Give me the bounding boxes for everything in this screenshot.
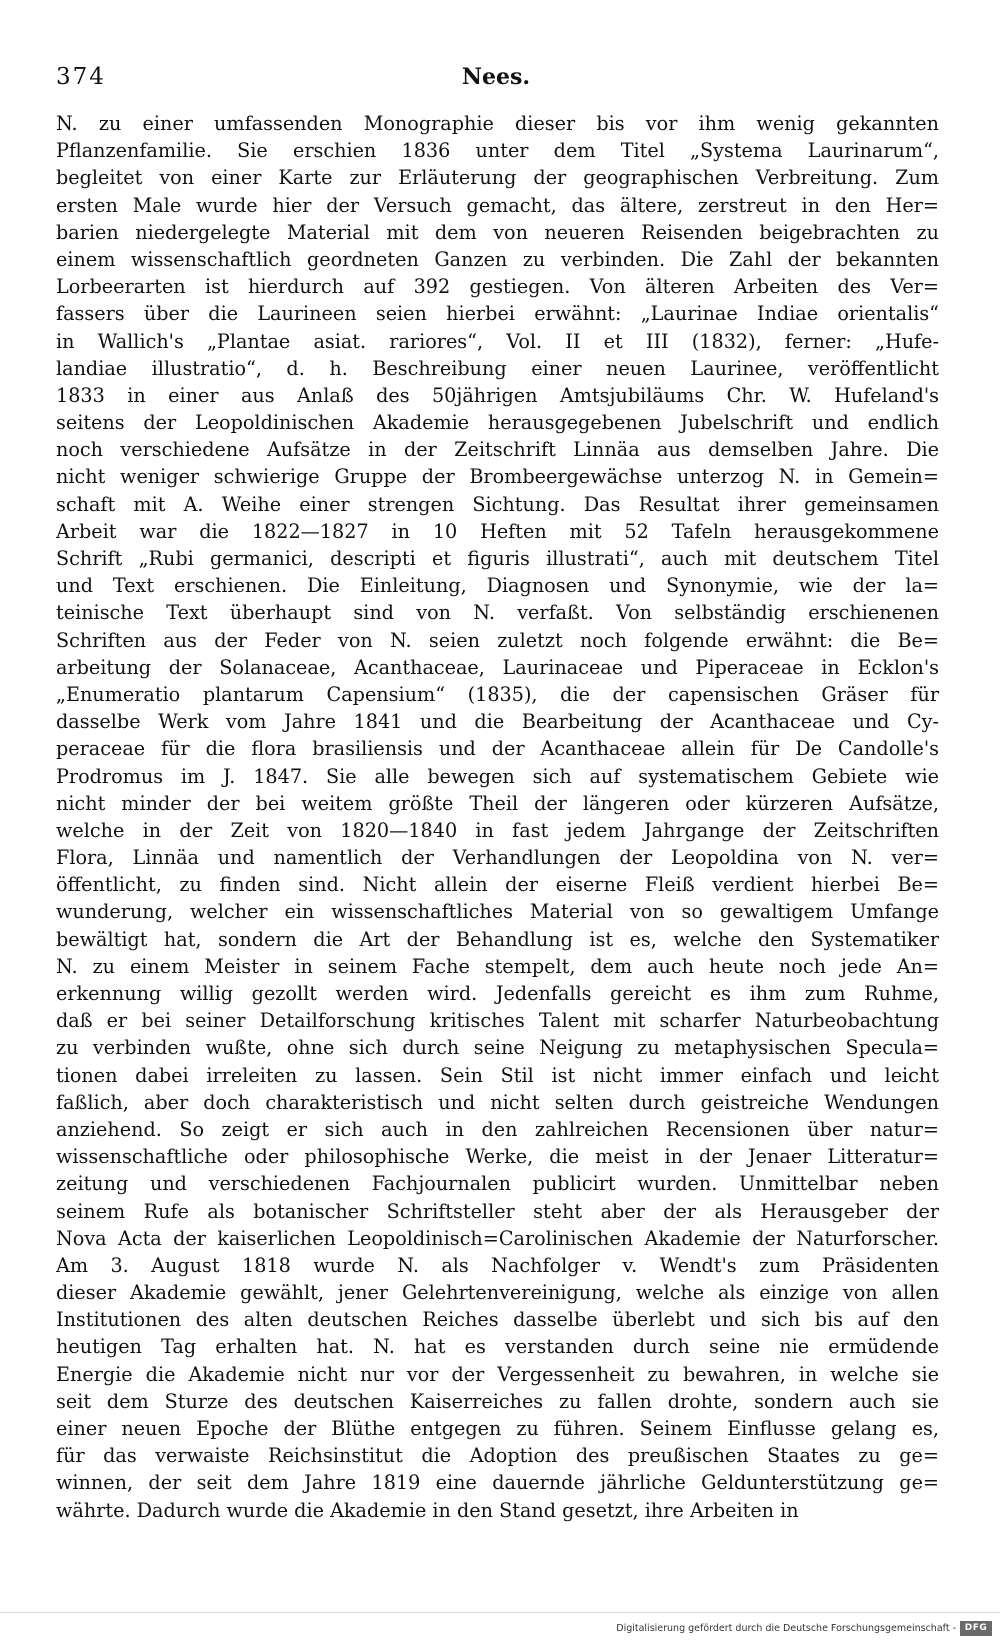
text-line: fassers über die Laurineen seien hierbei erwähnt: „Laurinae Indiae orientalis“ [56,302,939,326]
text-line: schaft mit A. Weihe einer strengen Sichtung. Das Resultat ihrer gemeinsamen [56,492,939,516]
text-line: Lorbeerarten ist hierdurch auf 392 gestiegen. Von älteren Arbeiten des Ver= [56,275,939,299]
page-number: 374 [56,64,106,90]
text-line: „Enumeratio plantarum Capensium“ (1835), die der capensischen Gräser für [56,682,939,706]
text-line: nicht minder der bei weitem größte Theil der längeren oder kürzeren Aufsätze, [56,791,939,815]
text-line: erkennung willig gezollt werden wird. Jedenfalls gereicht es ihm zum Ruhme, [56,982,939,1005]
text-line: Pflanzenfamilie. Sie erschien 1836 unter dem Titel „Systema Laurinarum“, [56,139,939,163]
text-line: Schrift „Rubi germanici, descripti et figuris illustrati“, auch mit deutschem Titel [56,547,939,570]
text-line: wissenschaftliche oder philosophische Werke, die meist in der Jenaer Litteratur= [56,1145,939,1169]
text-line: dasselbe Werk vom Jahre 1841 und die Bearbeitung der Acanthaceae und Cy- [56,710,939,734]
text-line: daß er bei seiner Detailforschung kritisches Talent mit scharfer Naturbeobachtung [56,1009,939,1033]
text-line: für das verwaiste Reichsinstitut die Adoption des preußischen Staates zu ge= [56,1444,939,1468]
footer-credit: Digitalisierung gefördert durch die Deutsche Forschungsgemeinschaft - [616,1623,956,1634]
text-line: noch verschiedene Aufsätze in der Zeitschrift Linnäa aus demselben Jahre. Die [56,438,939,462]
text-line: öffentlicht, zu finden sind. Nicht allein der eiserne Fleiß verdient hierbei Be= [56,873,939,897]
text-line: Nova Acta der kaiserlichen Leopoldinisch=Carolinischen Akademie der Naturforscher. [56,1226,939,1250]
text-line: währte. Dadurch wurde die Akademie in den Stand gesetzt, ihre Arbeiten in [56,1498,799,1522]
text-line: Am 3. August 1818 wurde N. als Nachfolger v. Wendt's zum Präsidenten [56,1253,939,1277]
text-line: arbeitung der Solanaceae, Acanthaceae, Laurinaceae und Piperaceae in Ecklon's [56,655,939,679]
text-line: Institutionen des alten deutschen Reiches dasselbe überlebt und sich bis auf den [56,1308,939,1332]
text-line: in Wallich's „Plantae asiat. rariores“, Vol. II et III (1832), ferner: „Hufe- [56,329,939,353]
text-line: Flora, Linnäa und namentlich der Verhandlungen der Leopoldina von N. ver= [56,846,939,870]
text-line: 1833 in einer aus Anlaß des 50jährigen Amtsjubiläums Chr. W. Hufeland's [56,383,939,407]
text-line: faßlich, aber doch charakteristisch und nicht selten durch geistreiche Wendungen [56,1090,939,1114]
page-header [56,64,936,96]
text-line: zeitung und verschiedenen Fachjournalen publicirt wurden. Unmittelbar neben [56,1172,939,1196]
text-line: einem wissenschaftlich geordneten Ganzen zu verbinden. Die Zahl der bekannten [56,247,939,271]
text-line: Arbeit war die 1822—1827 in 10 Heften mit 52 Tafeln herausgekommene [56,519,939,543]
text-line: seinem Rufe als botanischer Schriftsteller steht aber der als Herausgeber der [56,1199,939,1223]
text-line: seitens der Leopoldinischen Akademie herausgegebenen Jubelschrift und endlich [56,411,939,435]
text-line: wunderung, welcher ein wissenschaftliches Material von so gewaltigem Umfange [56,900,939,924]
text-line: zu verbinden wußte, ohne sich durch seine Neigung zu metaphysischen Specula= [56,1036,939,1060]
text-line: N. zu einer umfassenden Monographie dieser bis vor ihm wenig gekannten [56,112,939,135]
text-line: begleitet von einer Karte zur Erläuterung der geographischen Verbreitung. Zum [56,166,939,190]
text-line: heutigen Tag erhalten hat. N. hat es verstanden durch seine nie ermüdende [56,1335,939,1359]
dfg-logo-icon: DFG [960,1621,992,1636]
text-line: N. zu einem Meister in seinem Fache stempelt, dem auch heute noch jede An= [56,954,939,978]
text-line: anziehend. So zeigt er sich auch in den zahlreichen Recensionen über natur= [56,1117,939,1141]
text-line: einer neuen Epoche der Blüthe entgegen zu führen. Seinem Einflusse gelang es, [56,1417,939,1440]
text-line: nicht weniger schwierige Gruppe der Brombeergewächse unterzog N. in Gemein= [56,465,939,489]
text-line: Schriften aus der Feder von N. seien zuletzt noch folgende erwähnt: die Be= [56,628,939,652]
text-line: teinische Text überhaupt sind von N. verfaßt. Von selbständig erschienenen [56,601,939,625]
text-line: barien niedergelegte Material mit dem von neueren Reisenden beigebrachten zu [56,220,939,244]
body-text [56,110,939,1524]
text-line: winnen, der seit dem Jahre 1819 eine dauernde jährliche Geldunterstützung ge= [56,1471,939,1495]
text-line: bewältigt hat, sondern die Art der Behandlung ist es, welche den Systematiker [56,927,939,951]
text-line: seit dem Sturze des deutschen Kaiserreiches zu fallen drohte, sondern auch sie [56,1389,939,1413]
text-line: peraceae für die flora brasiliensis und der Acanthaceae allein für De Candolle's [56,737,939,761]
text-line: welche in der Zeit von 1820—1840 in fast jedem Jahrgange der Zeitschriften [56,818,939,842]
text-line: Prodromus im J. 1847. Sie alle bewegen sich auf systematischem Gebiete wie [56,764,939,788]
text-line: tionen dabei irreleiten zu lassen. Sein Stil ist nicht immer einfach und leicht [56,1063,939,1087]
text-line: Energie die Akademie nicht nur vor der Vergessenheit zu bewahren, in welche sie [56,1362,939,1386]
running-head: Nees. [461,64,531,90]
text-line: landiae illustratio“, d. h. Beschreibung einer neuen Laurinee, veröffentlicht [56,356,939,380]
text-line: ersten Male wurde hier der Versuch gemacht, das ältere, zerstreut in den Her= [56,193,939,217]
text-line: dieser Akademie gewählt, jener Gelehrtenvereinigung, welche als einzige von allen [56,1281,939,1305]
text-line: und Text erschienen. Die Einleitung, Diagnosen und Synonymie, wie der la= [56,574,939,598]
digitization-footer [0,1612,1000,1643]
